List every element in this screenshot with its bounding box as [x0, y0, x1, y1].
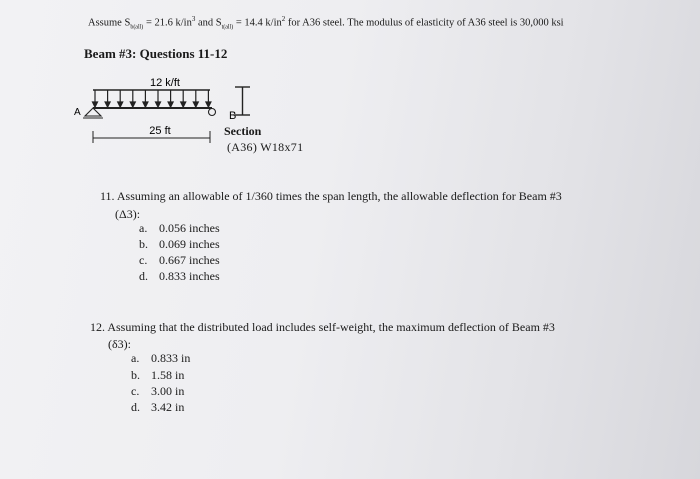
load-arrow-head [168, 102, 173, 107]
load-arrow-head [181, 102, 186, 107]
assumption-line: Assume $S_{b(all)} = 21.6$ $k/in^3$ and $S_{t(all)} = 14.4$ $k/in^2$ for A36 steel. The modulus of elasticity of A36 steel is 30,000 ksi [88, 15, 564, 31]
q11-option-d[interactable]: d. 0.833 inches [139, 269, 220, 283]
load-arrow-head [156, 102, 161, 107]
load-arrow-head [118, 102, 123, 107]
load-arrows [93, 90, 211, 107]
question-12-symbol: (δ3): [108, 337, 131, 351]
load-label: 12 k/ft [150, 77, 180, 89]
load-arrow-head [143, 102, 148, 107]
support-a-label: A [74, 107, 81, 118]
section-label: Section [224, 124, 262, 138]
load-arrow-head [93, 102, 98, 107]
question-12-text: 12. Assuming that the distributed load includes self-weight, the maximum deflection of Beam #3 [90, 320, 555, 334]
support-b-label: B [229, 110, 237, 122]
load-arrow-head [105, 102, 110, 107]
q12-option-a[interactable]: a. 0.833 in [131, 351, 191, 365]
q11-option-b[interactable]: b. 0.069 inches [139, 237, 220, 251]
question-11-text: 11. Assuming an allowable of 1/360 times the span length, the allowable deflection for Beam #3 [100, 189, 562, 203]
load-arrow-head [130, 102, 135, 107]
roller-support-b [209, 109, 216, 116]
load-arrow-head [193, 102, 198, 107]
load-arrow-head [206, 102, 211, 107]
q11-option-a[interactable]: a. 0.056 inches [139, 221, 220, 235]
question-11-symbol: (Δ3): [115, 207, 141, 221]
pin-support-a [85, 108, 101, 116]
beam-heading: Beam #3: Questions 11-12 [84, 46, 228, 61]
q12-option-c[interactable]: c. 3.00 in [131, 384, 185, 398]
q12-option-b[interactable]: b. 1.58 in [131, 368, 185, 382]
q11-option-c[interactable]: c. 0.667 inches [139, 253, 220, 267]
section-shape: (A36) W18x71 [227, 140, 304, 154]
span-label: 25 ft [149, 125, 171, 137]
q12-option-d[interactable]: d. 3.42 in [131, 400, 185, 414]
